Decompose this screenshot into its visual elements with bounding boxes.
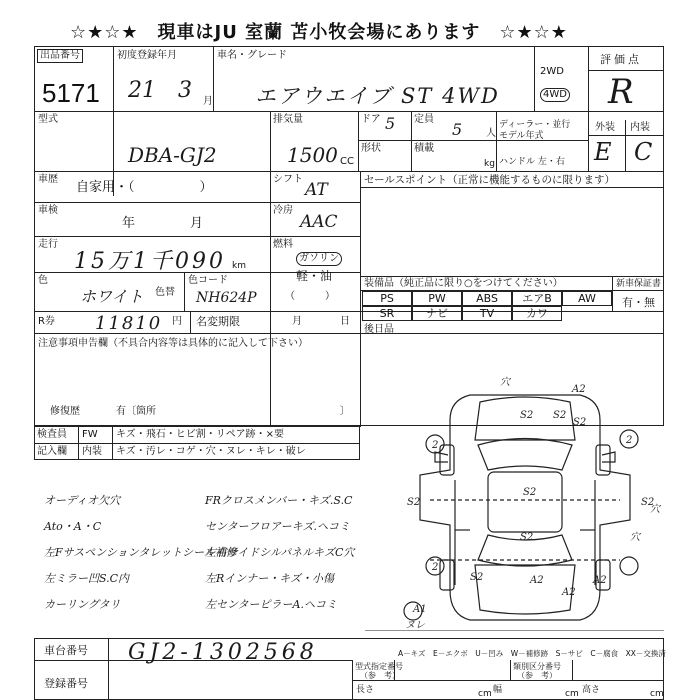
remark-item: カーリングタリ [44, 598, 121, 611]
displacement-label: 排気量 [273, 114, 303, 125]
inspector-label: 検査員 [37, 429, 67, 440]
int-value: C [634, 138, 653, 166]
damage-legend: A－キズ E－エクボ U－凹み W－補修跡 S－サビ C－腐食 XX－交換済 [398, 649, 666, 658]
equipment-label: 装備品（純正品に限り○をつけてください） [364, 278, 563, 289]
load-unit: kg [484, 159, 495, 169]
equipment-item: エアB [512, 291, 562, 306]
ac-label: 冷房 [273, 205, 293, 216]
lot-number: 5171 [42, 78, 100, 108]
notes-label: 注意事項申告欄（不具合内容等は具体的に記入して下さい） [38, 338, 308, 349]
car-name-value: エアウエイブ ST 4WD [255, 84, 500, 108]
dim-length-unit: cm [478, 689, 492, 699]
recycle-expiry-label: 名変期限 [196, 315, 240, 328]
damage-mark: ヌレ [405, 620, 425, 631]
inspector-fw: FW [82, 429, 98, 440]
grade-label: 評価点 [600, 53, 642, 66]
inspector-fw-items: キズ・飛石・ヒビ割・リペア跡・×要 [116, 429, 284, 440]
lot-label: 出品番号 [37, 49, 83, 63]
equipment-item: ナビ [412, 306, 462, 321]
drive-2wd: 2WD [540, 66, 564, 77]
capacity-label: 定員 [414, 114, 434, 125]
remark-item: 左ミラー凹S.C内 [44, 572, 130, 585]
entry-int: 内装 [82, 446, 102, 457]
equipment-item: AW [562, 291, 612, 306]
shift-value: AT [305, 180, 328, 200]
model-label: 型式 [38, 114, 58, 125]
capacity-unit: 人 [486, 128, 496, 139]
color-code-label: 色コード [188, 275, 228, 286]
mileage-label: 走行 [38, 239, 58, 250]
remark-item: オーディオ欠穴 [44, 494, 121, 507]
damage-mark: S2 [641, 497, 655, 508]
damage-mark: 2 [626, 435, 633, 446]
repair-close: 〕 [340, 406, 350, 417]
color-change-label: 色替 [155, 287, 175, 298]
first-reg-month-unit: 月 [203, 96, 213, 107]
recycle-value: 11810 [95, 313, 163, 334]
doors-value: 5 [385, 114, 396, 133]
damage-mark: A1 [413, 604, 427, 615]
capacity-value: 5 [452, 120, 463, 139]
damage-mark: 穴 [500, 377, 510, 388]
repair-label: 修復歴 [50, 406, 80, 417]
damage-mark: S2 [520, 410, 534, 421]
equipment-item: ABS [462, 291, 512, 306]
shaken-label: 車検 [38, 205, 58, 216]
ext-label: 外装 [595, 122, 615, 133]
damage-mark: S2 [573, 417, 587, 428]
repair-value: 有〔箇所 [116, 406, 156, 417]
dim-height: 高さ [582, 685, 601, 695]
damage-mark: 穴 [630, 532, 640, 543]
mileage-unit: km [232, 261, 246, 271]
ac-value: AAC [300, 212, 338, 232]
fuel-label: 燃料 [273, 239, 293, 250]
drive-4wd: 4WD [540, 88, 570, 102]
damage-mark: 穴 [650, 504, 660, 515]
shaken-month-unit: 月 [190, 216, 204, 231]
chassis-value: GJ2-1302568 [128, 640, 318, 665]
equipment-item: PW [412, 291, 462, 306]
model-value: DBA-GJ2 [128, 143, 217, 167]
model-year-label: モデル年式 [499, 131, 544, 141]
remark-item: 左Rインナー・キズ・小傷 [205, 572, 335, 585]
class-num-label: 類別区分番号 [513, 662, 561, 671]
color-value: ホワイト [80, 287, 144, 306]
damage-mark: A2 [562, 587, 576, 598]
recycle-month: 月 [292, 316, 302, 327]
load-label: 積載 [414, 143, 434, 154]
remark-item: 左右サイドシルパネルキズC穴 [205, 546, 355, 559]
damage-mark: S2 [523, 487, 537, 498]
type-spec-ref: （参 考） [360, 671, 400, 680]
rear-seat-label: 後日品 [364, 324, 394, 335]
fuel-light-oil: 軽・油 [296, 269, 333, 283]
entry-int-items: キズ・汚レ・コゲ・穴・ヌレ・キレ・破レ [116, 446, 306, 457]
remark-item: FRクロスメンバー・キズ.S.C [205, 494, 353, 507]
remark-item: 左Fサスペンションタレットシール補修 [44, 546, 237, 559]
displacement-unit: CC [340, 156, 354, 167]
header-title: ☆★☆★ 現車はJU 室蘭 苫小牧会場にあります ☆★☆★ [70, 22, 568, 43]
color-label: 色 [38, 275, 48, 286]
type-spec-label: 型式指定番号 [355, 662, 403, 671]
shape-label: 形状 [361, 143, 381, 154]
dim-width: 幅 [493, 685, 503, 695]
int-label: 内装 [630, 122, 650, 133]
doors-label: ドア [361, 114, 381, 125]
fuel-paren: （ ） [285, 291, 335, 302]
recycle-unit: 円 [172, 316, 182, 327]
damage-mark: A2 [593, 575, 607, 586]
damage-mark: 2 [432, 440, 439, 451]
remark-item: Ato・A・C [44, 520, 102, 533]
recycle-label: R券 [38, 316, 55, 327]
shaken-year-unit: 年 [122, 216, 136, 231]
first-reg-year: 21 [128, 78, 156, 103]
reg-num-label: 登録番号 [44, 677, 88, 690]
damage-mark: S2 [520, 532, 534, 543]
damage-mark: 2 [432, 562, 439, 573]
handle-label: ハンドル 左・右 [499, 157, 565, 167]
color-code-value: NH624P [196, 290, 257, 306]
dim-length: 長さ [356, 685, 375, 695]
history-label: 車歴 [38, 174, 58, 185]
entry-label: 記入欄 [37, 446, 67, 457]
dealer-label: ディーラー・並行 [499, 120, 571, 130]
damage-mark: A2 [572, 384, 586, 395]
sales-point-label: セールスポイント（正常に機能するものに限ります） [364, 174, 616, 186]
equipment-item: PS [362, 291, 412, 306]
damage-mark: S2 [407, 497, 421, 508]
first-reg-label: 初度登録年月 [117, 50, 177, 61]
history-value: 自家用・（ ） [76, 180, 213, 195]
chassis-label: 車台番号 [44, 644, 88, 657]
mileage-value: 15万1千090 [74, 249, 226, 274]
dim-height-unit: cm [650, 689, 664, 699]
equipment-item: カワ [512, 306, 562, 321]
car-name-label: 車名・グレード [217, 50, 287, 61]
recycle-day: 日 [340, 316, 350, 327]
first-reg-month: 3 [178, 78, 192, 103]
warranty-value: 有・無 [622, 296, 655, 309]
grade-value: R [608, 72, 634, 112]
fuel-gasoline: ガソリン [296, 252, 342, 266]
remark-item: 左センターピラーA.ヘコミ [205, 598, 337, 611]
equipment-item: TV [462, 306, 512, 321]
ext-value: E [594, 138, 612, 166]
dim-width-unit: cm [565, 689, 579, 699]
damage-mark: S2 [470, 572, 484, 583]
shift-label: シフト [273, 174, 303, 185]
equipment-item: SR [362, 306, 412, 321]
warranty-label: 新車保証書 [616, 279, 662, 289]
class-num-ref: （参 考） [517, 671, 557, 680]
remark-item: センターフロアーキズ.ヘコミ [205, 520, 350, 533]
damage-mark: S2 [553, 410, 567, 421]
damage-mark: A2 [530, 575, 544, 586]
displacement-value: 1500 [287, 143, 338, 167]
